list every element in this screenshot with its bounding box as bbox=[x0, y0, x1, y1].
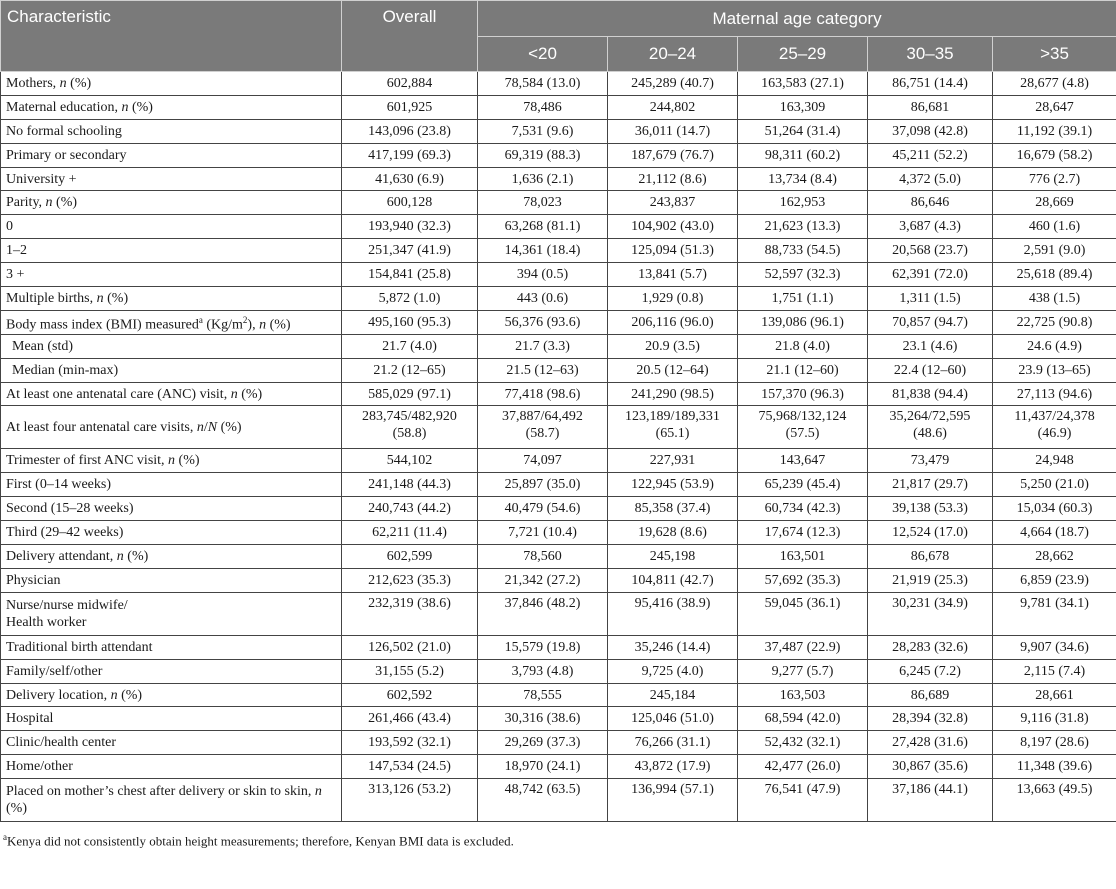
header-overall: Overall bbox=[342, 1, 478, 72]
cell-age-25-29: 157,370 (96.3) bbox=[738, 382, 868, 406]
table-row bbox=[1, 449, 1116, 473]
row-label: Delivery attendant, n (%) bbox=[1, 545, 342, 569]
cell-age-30-35: 28,283 (32.6) bbox=[868, 635, 993, 659]
cell-overall: 251,347 (41.9) bbox=[342, 239, 478, 263]
cell-age-25-29: 98,311 (60.2) bbox=[738, 143, 868, 167]
cell-age-25-29: 163,309 bbox=[738, 95, 868, 119]
cell-overall: 602,599 bbox=[342, 545, 478, 569]
row-label: First (0–14 weeks) bbox=[1, 473, 342, 497]
cell-age-20-24: 122,945 (53.9) bbox=[608, 473, 738, 497]
cell-age-gt35: 4,664 (18.7) bbox=[993, 521, 1116, 545]
header-row-top bbox=[1, 1, 1116, 37]
cell-age-lt20: 21.5 (12–63) bbox=[478, 358, 608, 382]
row-label: Median (min-max) bbox=[1, 358, 342, 382]
cell-age-25-29: 52,432 (32.1) bbox=[738, 731, 868, 755]
row-label: 1–2 bbox=[1, 239, 342, 263]
cell-age-30-35: 86,689 bbox=[868, 683, 993, 707]
cell-overall: 21.2 (12–65) bbox=[342, 358, 478, 382]
cell-age-lt20: 15,579 (19.8) bbox=[478, 635, 608, 659]
cell-age-20-24: 35,246 (14.4) bbox=[608, 635, 738, 659]
cell-age-25-29: 60,734 (42.3) bbox=[738, 497, 868, 521]
cell-overall: 241,148 (44.3) bbox=[342, 473, 478, 497]
cell-age-gt35: 11,192 (39.1) bbox=[993, 119, 1116, 143]
header-age-lt20: <20 bbox=[478, 37, 608, 72]
cell-age-20-24: 104,902 (43.0) bbox=[608, 215, 738, 239]
cell-age-30-35: 23.1 (4.6) bbox=[868, 334, 993, 358]
cell-age-gt35: 9,907 (34.6) bbox=[993, 635, 1116, 659]
row-label: No formal schooling bbox=[1, 119, 342, 143]
cell-age-30-35: 6,245 (7.2) bbox=[868, 659, 993, 683]
cell-age-20-24: 245,289 (40.7) bbox=[608, 72, 738, 96]
cell-age-20-24: 187,679 (76.7) bbox=[608, 143, 738, 167]
table-row bbox=[1, 731, 1116, 755]
cell-overall: 232,319 (38.6) bbox=[342, 592, 478, 635]
table-row bbox=[1, 779, 1116, 822]
cell-age-lt20: 63,268 (81.1) bbox=[478, 215, 608, 239]
cell-age-30-35: 45,211 (52.2) bbox=[868, 143, 993, 167]
table-row bbox=[1, 191, 1116, 215]
cell-age-25-29: 57,692 (35.3) bbox=[738, 568, 868, 592]
table-row bbox=[1, 334, 1116, 358]
row-label: Clinic/health center bbox=[1, 731, 342, 755]
cell-age-lt20: 78,560 bbox=[478, 545, 608, 569]
cell-age-lt20: 29,269 (37.3) bbox=[478, 731, 608, 755]
cell-age-lt20: 1,636 (2.1) bbox=[478, 167, 608, 191]
cell-age-30-35: 30,231 (34.9) bbox=[868, 592, 993, 635]
cell-age-20-24: 36,011 (14.7) bbox=[608, 119, 738, 143]
cell-age-30-35: 12,524 (17.0) bbox=[868, 521, 993, 545]
cell-age-25-29: 51,264 (31.4) bbox=[738, 119, 868, 143]
cell-age-30-35: 28,394 (32.8) bbox=[868, 707, 993, 731]
cell-age-25-29: 42,477 (26.0) bbox=[738, 755, 868, 779]
cell-age-gt35: 16,679 (58.2) bbox=[993, 143, 1116, 167]
cell-age-gt35: 6,859 (23.9) bbox=[993, 568, 1116, 592]
cell-age-20-24: 245,198 bbox=[608, 545, 738, 569]
row-label: Second (15–28 weeks) bbox=[1, 497, 342, 521]
cell-age-20-24: 76,266 (31.1) bbox=[608, 731, 738, 755]
cell-overall: 601,925 bbox=[342, 95, 478, 119]
cell-age-gt35: 28,647 bbox=[993, 95, 1116, 119]
table-row bbox=[1, 287, 1116, 311]
row-label: Third (29–42 weeks) bbox=[1, 521, 342, 545]
cell-age-25-29: 162,953 bbox=[738, 191, 868, 215]
table-row bbox=[1, 72, 1116, 96]
cell-age-30-35: 35,264/72,595 (48.6) bbox=[868, 406, 993, 449]
cell-age-lt20: 69,319 (88.3) bbox=[478, 143, 608, 167]
cell-age-25-29: 9,277 (5.7) bbox=[738, 659, 868, 683]
cell-age-lt20: 21,342 (27.2) bbox=[478, 568, 608, 592]
cell-age-20-24: 1,929 (0.8) bbox=[608, 287, 738, 311]
header-age-25-29: 25–29 bbox=[738, 37, 868, 72]
table-row bbox=[1, 167, 1116, 191]
header-maternal-age-category: Maternal age category bbox=[478, 1, 1116, 37]
cell-age-20-24: 227,931 bbox=[608, 449, 738, 473]
cell-overall: 544,102 bbox=[342, 449, 478, 473]
cell-age-25-29: 68,594 (42.0) bbox=[738, 707, 868, 731]
cell-age-20-24: 20.9 (3.5) bbox=[608, 334, 738, 358]
cell-age-lt20: 3,793 (4.8) bbox=[478, 659, 608, 683]
cell-overall: 417,199 (69.3) bbox=[342, 143, 478, 167]
cell-age-30-35: 62,391 (72.0) bbox=[868, 263, 993, 287]
cell-age-lt20: 14,361 (18.4) bbox=[478, 239, 608, 263]
cell-age-30-35: 21,919 (25.3) bbox=[868, 568, 993, 592]
cell-age-20-24: 85,358 (37.4) bbox=[608, 497, 738, 521]
cell-age-30-35: 27,428 (31.6) bbox=[868, 731, 993, 755]
cell-overall: 261,466 (43.4) bbox=[342, 707, 478, 731]
cell-age-gt35: 2,115 (7.4) bbox=[993, 659, 1116, 683]
table-row bbox=[1, 95, 1116, 119]
table-row bbox=[1, 497, 1116, 521]
cell-age-20-24: 243,837 bbox=[608, 191, 738, 215]
cell-age-30-35: 81,838 (94.4) bbox=[868, 382, 993, 406]
cell-age-lt20: 48,742 (63.5) bbox=[478, 779, 608, 822]
cell-age-25-29: 76,541 (47.9) bbox=[738, 779, 868, 822]
row-label: Mothers, n (%) bbox=[1, 72, 342, 96]
row-label: At least one antenatal care (ANC) visit, n (%) bbox=[1, 382, 342, 406]
row-label: 0 bbox=[1, 215, 342, 239]
cell-age-lt20: 77,418 (98.6) bbox=[478, 382, 608, 406]
cell-overall: 585,029 (97.1) bbox=[342, 382, 478, 406]
cell-age-30-35: 70,857 (94.7) bbox=[868, 310, 993, 334]
cell-age-lt20: 78,023 bbox=[478, 191, 608, 215]
cell-age-20-24: 245,184 bbox=[608, 683, 738, 707]
cell-overall: 31,155 (5.2) bbox=[342, 659, 478, 683]
cell-age-lt20: 21.7 (3.3) bbox=[478, 334, 608, 358]
table-row bbox=[1, 568, 1116, 592]
cell-age-25-29: 143,647 bbox=[738, 449, 868, 473]
table-row bbox=[1, 521, 1116, 545]
cell-age-gt35: 2,591 (9.0) bbox=[993, 239, 1116, 263]
cell-age-25-29: 139,086 (96.1) bbox=[738, 310, 868, 334]
cell-age-lt20: 30,316 (38.6) bbox=[478, 707, 608, 731]
row-label: 3 + bbox=[1, 263, 342, 287]
cell-age-25-29: 52,597 (32.3) bbox=[738, 263, 868, 287]
cell-age-gt35: 27,113 (94.6) bbox=[993, 382, 1116, 406]
cell-overall: 126,502 (21.0) bbox=[342, 635, 478, 659]
cell-age-20-24: 20.5 (12–64) bbox=[608, 358, 738, 382]
table-row bbox=[1, 755, 1116, 779]
table-row bbox=[1, 683, 1116, 707]
cell-age-30-35: 30,867 (35.6) bbox=[868, 755, 993, 779]
cell-overall: 147,534 (24.5) bbox=[342, 755, 478, 779]
cell-age-lt20: 78,555 bbox=[478, 683, 608, 707]
cell-age-20-24: 21,112 (8.6) bbox=[608, 167, 738, 191]
cell-age-20-24: 125,046 (51.0) bbox=[608, 707, 738, 731]
cell-age-gt35: 28,669 bbox=[993, 191, 1116, 215]
cell-age-25-29: 59,045 (36.1) bbox=[738, 592, 868, 635]
table-row bbox=[1, 143, 1116, 167]
cell-age-20-24: 241,290 (98.5) bbox=[608, 382, 738, 406]
cell-age-30-35: 21,817 (29.7) bbox=[868, 473, 993, 497]
cell-overall: 240,743 (44.2) bbox=[342, 497, 478, 521]
table-row bbox=[1, 635, 1116, 659]
cell-age-20-24: 95,416 (38.9) bbox=[608, 592, 738, 635]
cell-age-lt20: 56,376 (93.6) bbox=[478, 310, 608, 334]
cell-overall: 283,745/482,920 (58.8) bbox=[342, 406, 478, 449]
cell-age-gt35: 15,034 (60.3) bbox=[993, 497, 1116, 521]
cell-age-lt20: 37,887/64,492 (58.7) bbox=[478, 406, 608, 449]
row-label: Physician bbox=[1, 568, 342, 592]
table-row bbox=[1, 406, 1116, 449]
cell-age-25-29: 1,751 (1.1) bbox=[738, 287, 868, 311]
cell-age-30-35: 39,138 (53.3) bbox=[868, 497, 993, 521]
cell-age-gt35: 22,725 (90.8) bbox=[993, 310, 1116, 334]
cell-overall: 62,211 (11.4) bbox=[342, 521, 478, 545]
table-row bbox=[1, 310, 1116, 334]
cell-age-30-35: 37,186 (44.1) bbox=[868, 779, 993, 822]
cell-age-30-35: 3,687 (4.3) bbox=[868, 215, 993, 239]
cell-overall: 193,592 (32.1) bbox=[342, 731, 478, 755]
table-row bbox=[1, 473, 1116, 497]
cell-age-lt20: 37,846 (48.2) bbox=[478, 592, 608, 635]
cell-age-gt35: 28,677 (4.8) bbox=[993, 72, 1116, 96]
cell-age-lt20: 7,531 (9.6) bbox=[478, 119, 608, 143]
cell-age-20-24: 43,872 (17.9) bbox=[608, 755, 738, 779]
cell-age-20-24: 244,802 bbox=[608, 95, 738, 119]
cell-overall: 602,592 bbox=[342, 683, 478, 707]
cell-age-gt35: 13,663 (49.5) bbox=[993, 779, 1116, 822]
cell-age-gt35: 5,250 (21.0) bbox=[993, 473, 1116, 497]
cell-age-gt35: 9,781 (34.1) bbox=[993, 592, 1116, 635]
cell-overall: 602,884 bbox=[342, 72, 478, 96]
row-label: Body mass index (BMI) measured$^a$ $(Kg/m^2)$, n (%) bbox=[1, 310, 342, 334]
row-label: Trimester of first ANC visit, n (%) bbox=[1, 449, 342, 473]
cell-age-lt20: 25,897 (35.0) bbox=[478, 473, 608, 497]
cell-age-lt20: 394 (0.5) bbox=[478, 263, 608, 287]
cell-overall: 154,841 (25.8) bbox=[342, 263, 478, 287]
row-label: Delivery location, n (%) bbox=[1, 683, 342, 707]
cell-age-20-24: 136,994 (57.1) bbox=[608, 779, 738, 822]
cell-age-30-35: 4,372 (5.0) bbox=[868, 167, 993, 191]
cell-overall: 193,940 (32.3) bbox=[342, 215, 478, 239]
cell-age-30-35: 86,646 bbox=[868, 191, 993, 215]
cell-age-25-29: 163,503 bbox=[738, 683, 868, 707]
header-characteristic: Characteristic bbox=[1, 1, 342, 72]
cell-age-25-29: 75,968/132,124 (57.5) bbox=[738, 406, 868, 449]
table-row bbox=[1, 592, 1116, 635]
cell-age-lt20: 78,584 (13.0) bbox=[478, 72, 608, 96]
cell-age-gt35: 776 (2.7) bbox=[993, 167, 1116, 191]
table-row bbox=[1, 239, 1116, 263]
cell-age-20-24: 104,811 (42.7) bbox=[608, 568, 738, 592]
cell-age-25-29: 163,501 bbox=[738, 545, 868, 569]
cell-age-gt35: 9,116 (31.8) bbox=[993, 707, 1116, 731]
cell-age-lt20: 443 (0.6) bbox=[478, 287, 608, 311]
row-label: Parity, n (%) bbox=[1, 191, 342, 215]
cell-age-gt35: 25,618 (89.4) bbox=[993, 263, 1116, 287]
cell-age-gt35: 11,437/24,378 (46.9) bbox=[993, 406, 1116, 449]
cell-age-gt35: 23.9 (13–65) bbox=[993, 358, 1116, 382]
row-label: Maternal education, n (%) bbox=[1, 95, 342, 119]
row-label: Multiple births, n (%) bbox=[1, 287, 342, 311]
cell-age-25-29: 17,674 (12.3) bbox=[738, 521, 868, 545]
row-label: Placed on mother’s chest after delivery or skin to skin, n (%) bbox=[1, 779, 342, 822]
cell-overall: 143,096 (23.8) bbox=[342, 119, 478, 143]
table-body bbox=[1, 72, 1116, 822]
cell-age-25-29: 65,239 (45.4) bbox=[738, 473, 868, 497]
header-age-30-35: 30–35 bbox=[868, 37, 993, 72]
cell-overall: 41,630 (6.9) bbox=[342, 167, 478, 191]
cell-age-lt20: 7,721 (10.4) bbox=[478, 521, 608, 545]
cell-overall: 21.7 (4.0) bbox=[342, 334, 478, 358]
table-row bbox=[1, 382, 1116, 406]
cell-overall: 313,126 (53.2) bbox=[342, 779, 478, 822]
cell-age-30-35: 20,568 (23.7) bbox=[868, 239, 993, 263]
cell-age-25-29: 21.1 (12–60) bbox=[738, 358, 868, 382]
row-label: Family/self/other bbox=[1, 659, 342, 683]
cell-age-25-29: 21.8 (4.0) bbox=[738, 334, 868, 358]
row-label: Traditional birth attendant bbox=[1, 635, 342, 659]
cell-age-lt20: 74,097 bbox=[478, 449, 608, 473]
table-row bbox=[1, 358, 1116, 382]
footnote: $^a$Kenya did not consistently obtain height measurements; therefore, Kenyan BMI data is excluded. bbox=[3, 832, 514, 849]
cell-overall: 212,623 (35.3) bbox=[342, 568, 478, 592]
cell-age-30-35: 86,751 (14.4) bbox=[868, 72, 993, 96]
row-label: University + bbox=[1, 167, 342, 191]
cell-age-30-35: 37,098 (42.8) bbox=[868, 119, 993, 143]
cell-age-gt35: 8,197 (28.6) bbox=[993, 731, 1116, 755]
cell-age-20-24: 13,841 (5.7) bbox=[608, 263, 738, 287]
cell-age-30-35: 73,479 bbox=[868, 449, 993, 473]
cell-age-20-24: 19,628 (8.6) bbox=[608, 521, 738, 545]
table-row bbox=[1, 215, 1116, 239]
cell-overall: 495,160 (95.3) bbox=[342, 310, 478, 334]
header-age-20-24: 20–24 bbox=[608, 37, 738, 72]
cell-age-lt20: 40,479 (54.6) bbox=[478, 497, 608, 521]
cell-age-gt35: 24,948 bbox=[993, 449, 1116, 473]
table-row bbox=[1, 545, 1116, 569]
cell-overall: 600,128 bbox=[342, 191, 478, 215]
table-row bbox=[1, 659, 1116, 683]
row-label: Hospital bbox=[1, 707, 342, 731]
cell-age-lt20: 18,970 (24.1) bbox=[478, 755, 608, 779]
table-row bbox=[1, 263, 1116, 287]
cell-age-25-29: 21,623 (13.3) bbox=[738, 215, 868, 239]
row-label: At least four antenatal care visits, n/N (%) bbox=[1, 406, 342, 449]
cell-age-gt35: 460 (1.6) bbox=[993, 215, 1116, 239]
cell-age-25-29: 88,733 (54.5) bbox=[738, 239, 868, 263]
cell-age-gt35: 28,661 bbox=[993, 683, 1116, 707]
cell-age-20-24: 125,094 (51.3) bbox=[608, 239, 738, 263]
cell-age-30-35: 1,311 (1.5) bbox=[868, 287, 993, 311]
header-age-gt35: >35 bbox=[993, 37, 1116, 72]
cell-age-gt35: 11,348 (39.6) bbox=[993, 755, 1116, 779]
table-row bbox=[1, 707, 1116, 731]
cell-age-20-24: 206,116 (96.0) bbox=[608, 310, 738, 334]
cell-age-30-35: 86,681 bbox=[868, 95, 993, 119]
cell-age-gt35: 438 (1.5) bbox=[993, 287, 1116, 311]
cell-age-20-24: 123,189/189,331 (65.1) bbox=[608, 406, 738, 449]
cell-age-30-35: 86,678 bbox=[868, 545, 993, 569]
cell-age-lt20: 78,486 bbox=[478, 95, 608, 119]
row-label: Mean (std) bbox=[1, 334, 342, 358]
cell-overall: 5,872 (1.0) bbox=[342, 287, 478, 311]
cell-age-gt35: 28,662 bbox=[993, 545, 1116, 569]
row-label: Primary or secondary bbox=[1, 143, 342, 167]
cell-age-20-24: 9,725 (4.0) bbox=[608, 659, 738, 683]
row-label: Home/other bbox=[1, 755, 342, 779]
row-label: Nurse/nurse midwife/ Health worker bbox=[1, 592, 342, 635]
cell-age-gt35: 24.6 (4.9) bbox=[993, 334, 1116, 358]
table-row bbox=[1, 119, 1116, 143]
cell-age-25-29: 37,487 (22.9) bbox=[738, 635, 868, 659]
cell-age-25-29: 163,583 (27.1) bbox=[738, 72, 868, 96]
cell-age-25-29: 13,734 (8.4) bbox=[738, 167, 868, 191]
cell-age-30-35: 22.4 (12–60) bbox=[868, 358, 993, 382]
